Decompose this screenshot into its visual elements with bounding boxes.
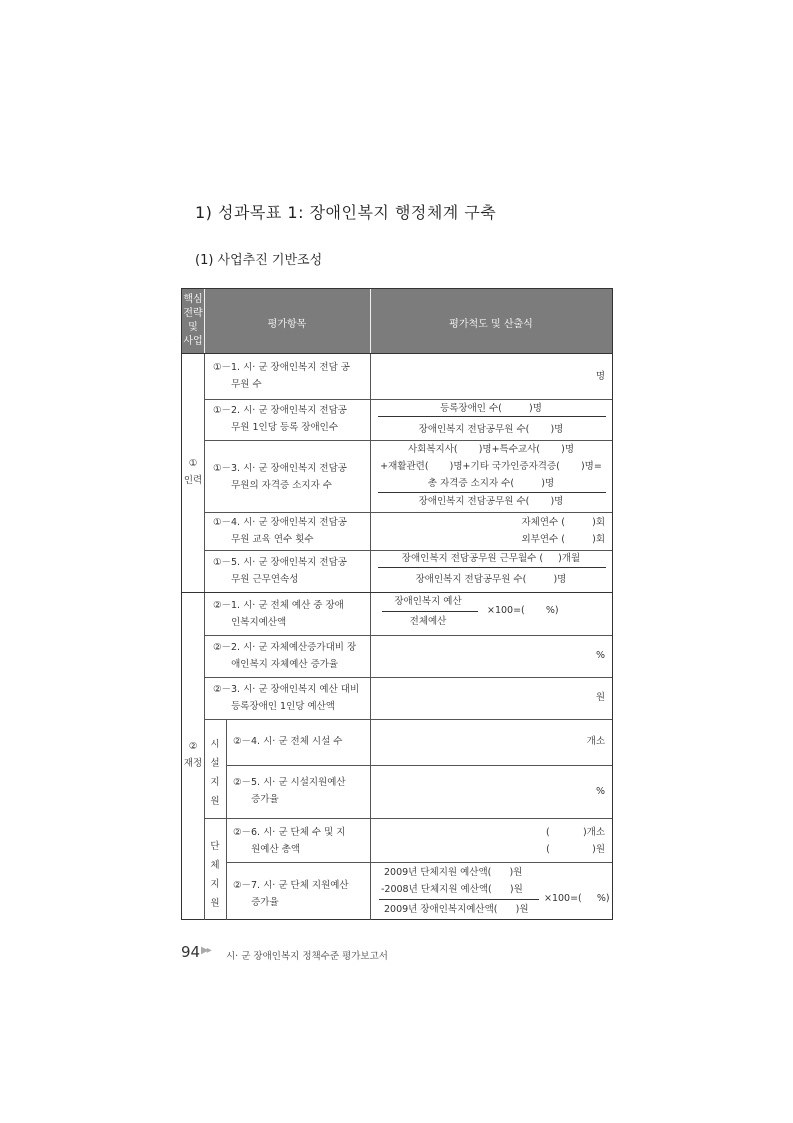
scale-2-2: % <box>595 650 605 661</box>
scale-2-6-line1: ( )개소 <box>546 827 605 838</box>
item-1-2: ①－2. 시· 군 장애인복지 전담공 무원 1인당 등록 장애인수 <box>213 405 347 433</box>
subsection-heading: (1) 사업추진 기반조성 <box>195 253 323 268</box>
item-2-6: ②－6. 시· 군 단체 수 및 지 원예산 총액 <box>233 827 346 855</box>
scale-2-1-denominator: 전체예산 <box>409 616 447 627</box>
header-eval-item: 평가항목 <box>267 319 307 330</box>
item-2-5: ②－5. 시· 군 시설지원예산 증가율 <box>233 777 346 805</box>
sublabel-facility-support: 시 설 지 원 <box>210 739 220 807</box>
arrow-icon: ▶▸ <box>201 945 210 956</box>
item-2-2: ②－2. 시· 군 자체예산증가대비 장 애인복지 자체예산 증가율 <box>213 642 357 670</box>
scale-1-5-denominator: 장애인복지 전담공무원 수( )명 <box>415 574 567 585</box>
scale-1-3-num-line1: 사회복지사( )명+특수교사( )명 <box>407 444 574 455</box>
scale-1-5-numerator: 장애인복지 전담공무원 근무월수 ( )개월 <box>401 553 581 564</box>
sublabel-organization-support: 단 체 지 원 <box>210 841 220 909</box>
item-1-3: ①－3. 시· 군 장애인복지 전담공 무원의 자격증 소지자 수 <box>213 463 347 491</box>
scale-2-1-multiplier: ×100=( %) <box>487 605 559 616</box>
section-heading: 1) 성과목표 1: 장애인복지 행정체계 구축 <box>195 203 497 222</box>
scale-1-4-line1: 자체연수 ( )회 <box>521 517 605 528</box>
scale-1-3-num-line3: 총 자격증 소지자 수( )명 <box>427 478 555 489</box>
item-2-1: ②－1. 시· 군 전체 예산 중 장애 인복지예산액 <box>213 600 344 628</box>
item-1-5: ①－5. 시· 군 장애인복지 전담공 무원 근무연속성 <box>213 557 347 585</box>
scale-2-1-numerator: 장애인복지 예산 <box>394 596 462 607</box>
item-1-4: ①－4. 시· 군 장애인복지 전담공 무원 교육 연수 횟수 <box>213 517 347 545</box>
scale-1-3-denominator: 장애인복지 전담공무원 수( )명 <box>418 496 564 507</box>
item-2-7: ②－7. 시· 군 단체 지원예산 증가율 <box>233 880 349 908</box>
evaluation-table <box>181 288 613 920</box>
footer-title: 시· 군 장애인복지 정책수준 평가보고서 <box>226 951 388 962</box>
scale-1-2-numerator: 등록장애인 수( )명 <box>440 403 542 414</box>
scale-1-1: 명 <box>595 371 605 382</box>
page-number: 94 <box>181 943 201 961</box>
item-2-4: ②－4. 시· 군 전체 시설 수 <box>233 736 343 747</box>
header-core-strategy: 핵심 전략 및 사업 <box>183 294 203 347</box>
scale-2-5: % <box>595 786 605 797</box>
scale-2-7-num-line2: -2008년 단체지원 예산액( )원 <box>381 884 523 895</box>
header-eval-scale: 평가척도 및 산출식 <box>449 319 533 330</box>
scale-1-3-num-line2: +재활관련( )명+기타 국가인증자격증( )명= <box>380 461 602 472</box>
scale-1-4-line2: 외부연수 ( )회 <box>521 534 605 545</box>
scale-2-7-num-line1: 2009년 단체지원 예산액( )원 <box>384 867 523 878</box>
item-2-3: ②－3. 시· 군 장애인복지 예산 대비 등록장애인 1인당 예산액 <box>213 684 360 712</box>
scale-2-3: 원 <box>595 692 605 703</box>
scale-2-6-line2: ( )원 <box>546 844 605 855</box>
scale-2-7-multiplier: ×100=( %) <box>544 893 610 904</box>
item-1-1: ①－1. 시· 군 장애인복지 전담 공 무원 수 <box>213 362 350 390</box>
scale-2-7-denominator: 2009년 장애인복지예산액( )원 <box>384 904 529 915</box>
group-label-personnel: ① 인력 <box>183 458 203 486</box>
scale-2-4: 개소 <box>586 736 605 747</box>
scale-1-2-denominator: 장애인복지 전담공무원 수( )명 <box>418 424 564 435</box>
group-label-finance: ② 재정 <box>183 741 203 769</box>
